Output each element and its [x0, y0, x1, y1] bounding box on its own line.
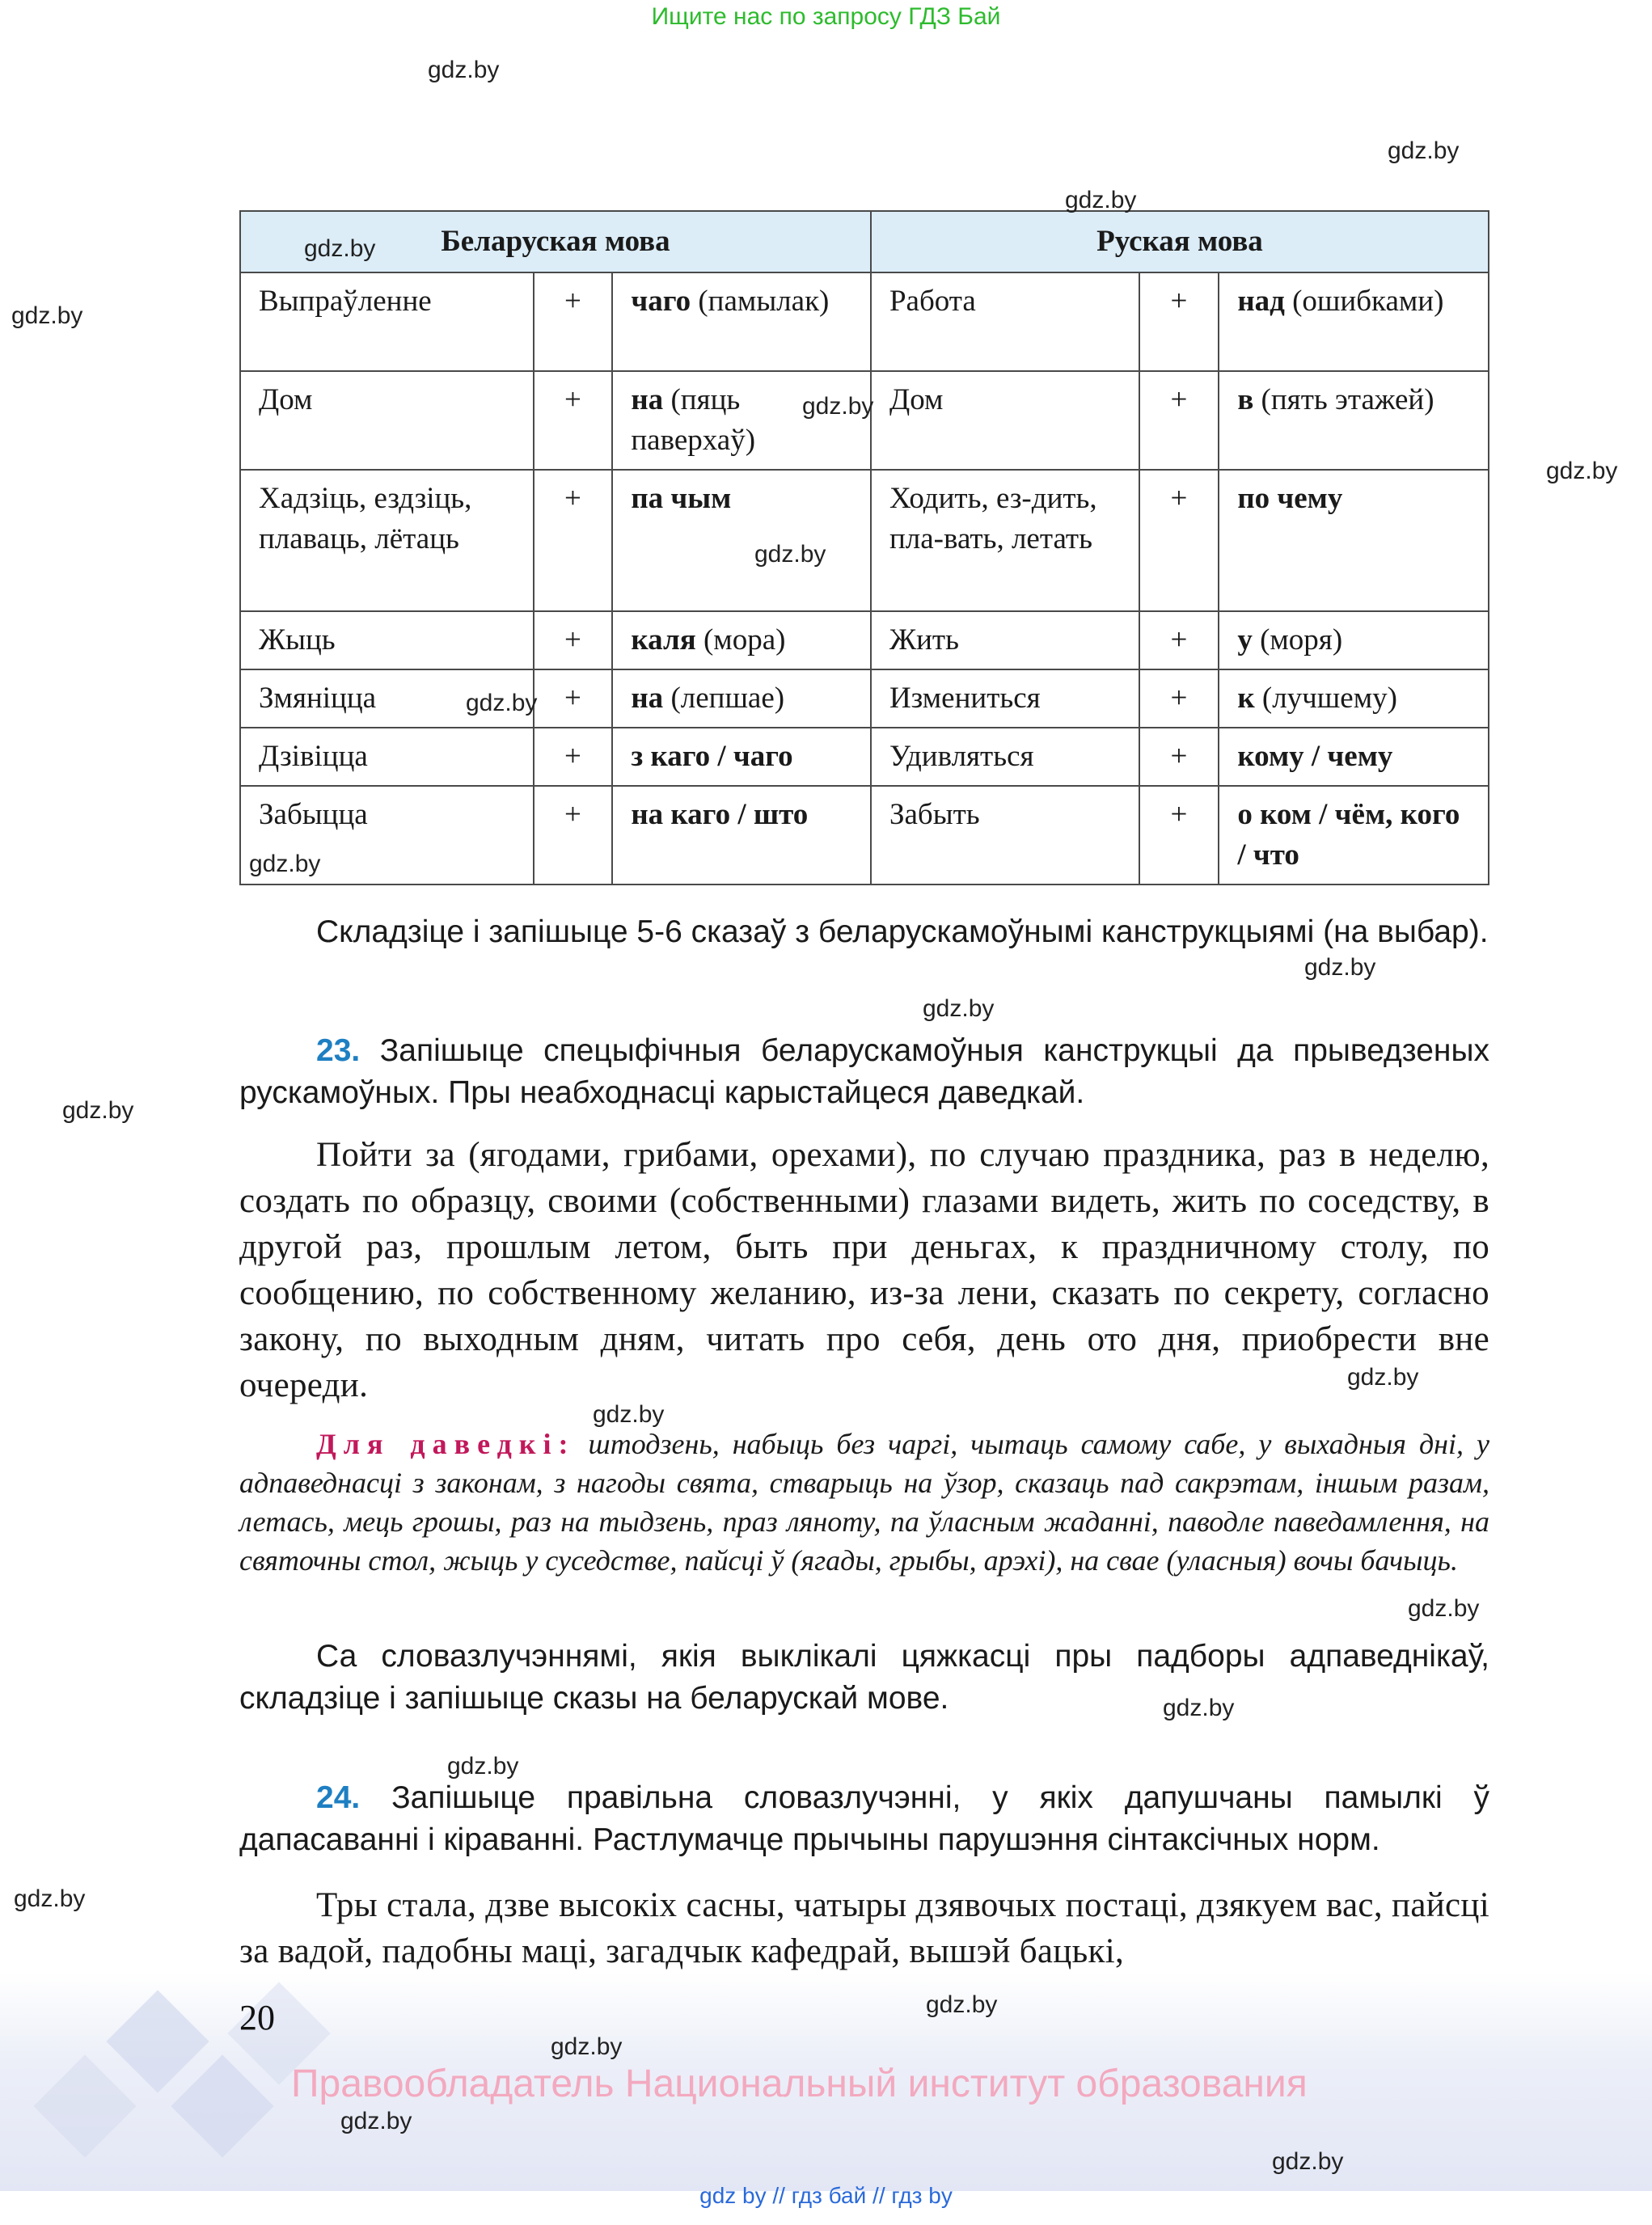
ru-construction-example: (пять этажей) [1253, 383, 1434, 416]
watermark: gdz.by [1065, 187, 1137, 213]
ru-construction-cell [1219, 611, 1489, 669]
ru-construction: кому / чему [1237, 740, 1393, 773]
exercise-24-instruction [239, 1777, 1489, 1861]
plus-cell: + [1139, 371, 1219, 470]
be-construction: на каго / што [631, 798, 809, 831]
be-construction-cell [612, 728, 871, 786]
be-construction: на [631, 682, 664, 715]
be-construction-example: (мора) [695, 623, 786, 657]
be-word-cell: Выпраўленне [240, 272, 534, 371]
ru-construction: к [1237, 682, 1255, 715]
ru-construction-cell [1219, 786, 1489, 885]
ru-construction: по чему [1237, 482, 1343, 515]
exercise-24-text: Тры стала, дзве высокіх сасны, чатыры дзявочых постаці, дзякуем вас, пайсці за вадой, падобны маці, загадчык кафедрай, вышэй бацькі, [239, 1886, 1489, 1970]
watermark: gdz.by [926, 1991, 998, 2018]
ru-construction-cell [1219, 272, 1489, 371]
ru-word-cell: Дом [871, 371, 1139, 470]
be-construction-example: (лепшае) [663, 682, 785, 715]
table-row [240, 611, 1489, 669]
be-word-cell: Змяніцца [240, 669, 534, 728]
be-word-cell: Жыць [240, 611, 534, 669]
ru-word-cell: Ходить, ез-дить, пла-вать, летать [871, 470, 1139, 611]
exercise-24-number: 24. [316, 1780, 361, 1815]
be-construction: па чым [631, 482, 732, 515]
top-banner[interactable]: Ищите нас по запросу ГДЗ Бай [651, 3, 1001, 30]
exercise-23-followup: Са словазлучэннямі, якія выклікалі цяжкасці пры падборы адпаведнікаў, складзіце і запішыце сказы на беларускай мове. [239, 1639, 1489, 1716]
ru-word-cell: Забыть [871, 786, 1139, 885]
plus-cell: + [534, 470, 613, 611]
ru-word-cell: Удивляться [871, 728, 1139, 786]
be-construction: каля [631, 623, 696, 657]
be-construction: з каго / чаго [631, 740, 793, 773]
exercise-23-instruction-text: Запішыце спецыфічныя беларускамоўныя канструкцыі да прыведзеных рускамоўных. Пры неабходнасці карыстайцеся даведкай. [239, 1033, 1489, 1110]
be-construction-cell [612, 786, 871, 885]
page-number: 20 [239, 1998, 275, 2037]
be-construction: чаго [631, 285, 691, 318]
watermark: gdz.by [304, 235, 376, 262]
watermark: gdz.by [62, 1097, 134, 1124]
ru-construction: над [1237, 285, 1285, 318]
watermark: gdz.by [1388, 137, 1460, 164]
plus-cell: + [534, 272, 613, 371]
watermark: gdz.by [14, 1885, 86, 1912]
be-word-cell: Забыцца [240, 786, 534, 885]
plus-cell: + [534, 728, 613, 786]
plus-cell: + [1139, 728, 1219, 786]
ru-construction: в [1237, 383, 1254, 416]
watermark: gdz.by [1546, 458, 1618, 484]
be-construction-example: (памылак) [691, 285, 830, 318]
plus-cell: + [1139, 272, 1219, 371]
table-header-row [240, 211, 1489, 272]
watermark: gdz.by [923, 995, 995, 1022]
ru-construction-cell [1219, 371, 1489, 470]
watermark: gdz.by [466, 690, 538, 716]
plus-cell: + [1139, 470, 1219, 611]
watermark: gdz.by [11, 302, 83, 329]
exercise-24-instruction-text: Запішыце правільна словазлучэнні, у якіх дапушчаны памылкі ў дапасаванні і кіраванні. Растлумачце прычыны парушэння сінтаксічных норм. [239, 1780, 1489, 1857]
exercise-23-text: Пойти за (ягодами, грибами, орехами), по случаю праздника, раз в неделю, создать по образцу, своими (собственными) глазами видеть, жить по соседству, в другой раз, прошлым летом, быть при деньгах, к праздничному столу, по сообщению, по собственному желанию, из-за лени, сказать по секрету, согласно закону, по выходным дням, читать про себя, день ото дня, приобрести вне очереди. [239, 1136, 1489, 1404]
watermark: gdz.by [1272, 2148, 1344, 2175]
table-row [240, 669, 1489, 728]
task-after-table: Складзіце і запішыце 5-6 сказаў з беларускамоўнымі канструкцыямі (на выбар). [316, 914, 1489, 949]
ru-word-cell: Измениться [871, 669, 1139, 728]
plus-cell: + [1139, 786, 1219, 885]
watermark: gdz.by [593, 1401, 665, 1428]
ru-construction-cell [1219, 728, 1489, 786]
plus-cell: + [534, 669, 613, 728]
watermark: gdz.by [1163, 1695, 1235, 1721]
watermark: gdz.by [1304, 954, 1376, 981]
ru-construction-cell [1219, 470, 1489, 611]
exercise-23-reference [239, 1425, 1489, 1580]
be-construction-example: (пяць паверхаў) [631, 383, 756, 457]
watermark: gdz.by [754, 541, 826, 568]
comparison-table [239, 210, 1489, 885]
table-row [240, 728, 1489, 786]
plus-cell: + [534, 786, 613, 885]
plus-cell: + [534, 611, 613, 669]
watermark: gdz.by [551, 2033, 623, 2060]
watermark: gdz.by [340, 2108, 412, 2134]
watermark: gdz.by [249, 851, 321, 877]
exercise-23-number: 23. [316, 1033, 361, 1068]
ru-construction-example: (лучшему) [1254, 682, 1397, 715]
copyright-notice: Правообладатель Национальный институт образования [291, 2062, 1308, 2105]
be-construction-cell [612, 611, 871, 669]
table-row [240, 371, 1489, 470]
ru-construction: у [1237, 623, 1253, 657]
table-row [240, 470, 1489, 611]
ru-construction-example: (моря) [1252, 623, 1343, 657]
be-word-cell: Хадзіць, ездзіць, плаваць, лётаць [240, 470, 534, 611]
watermark: gdz.by [1408, 1595, 1480, 1622]
be-word-cell: Дзівіцца [240, 728, 534, 786]
be-construction: на [631, 383, 664, 416]
header-russian: Руская мова [871, 211, 1489, 272]
ru-word-cell: Работа [871, 272, 1139, 371]
watermark: gdz.by [1347, 1364, 1419, 1391]
be-construction-cell [612, 470, 871, 611]
table-row [240, 272, 1489, 371]
be-construction-cell [612, 669, 871, 728]
be-construction-cell [612, 371, 874, 470]
bottom-banner[interactable]: gdz by // гдз бай // гдз by [699, 2183, 953, 2208]
table-row [240, 786, 1489, 885]
watermark: gdz.by [428, 57, 500, 83]
watermark: gdz.by [447, 1753, 519, 1780]
be-construction-cell [612, 272, 871, 371]
plus-cell: + [534, 371, 613, 470]
watermark: gdz.by [802, 393, 874, 420]
header-belarusian: Беларуская мова [240, 211, 871, 272]
exercise-23-instruction [239, 1030, 1489, 1114]
ru-word-cell: Жить [871, 611, 1139, 669]
ru-construction: о ком / чём, кого / что [1237, 798, 1460, 872]
plus-cell: + [1139, 611, 1219, 669]
ru-construction-cell [1219, 669, 1489, 728]
plus-cell: + [1139, 669, 1219, 728]
ru-construction-example: (ошибками) [1284, 285, 1444, 318]
be-word-cell: Дом [240, 371, 534, 470]
reference-text: штодзень, набыць без чаргі, чытаць самому сабе, у выхадныя дні, у адпаведнасці з законам, з нагоды свята, стварыць на ўзор, сказаць пад сакрэтам, іншым разам, летась, мець грошы, раз на тыдзень, праз ляноту, па ўласным жаданні, паводле паведамлення, на святочны стол, жыць у суседстве, пайсці ў (ягады, грыбы, арэхі), на свае (уласныя) вочы бачыць. [239, 1428, 1490, 1577]
reference-label: Для даведкі: [316, 1428, 576, 1460]
